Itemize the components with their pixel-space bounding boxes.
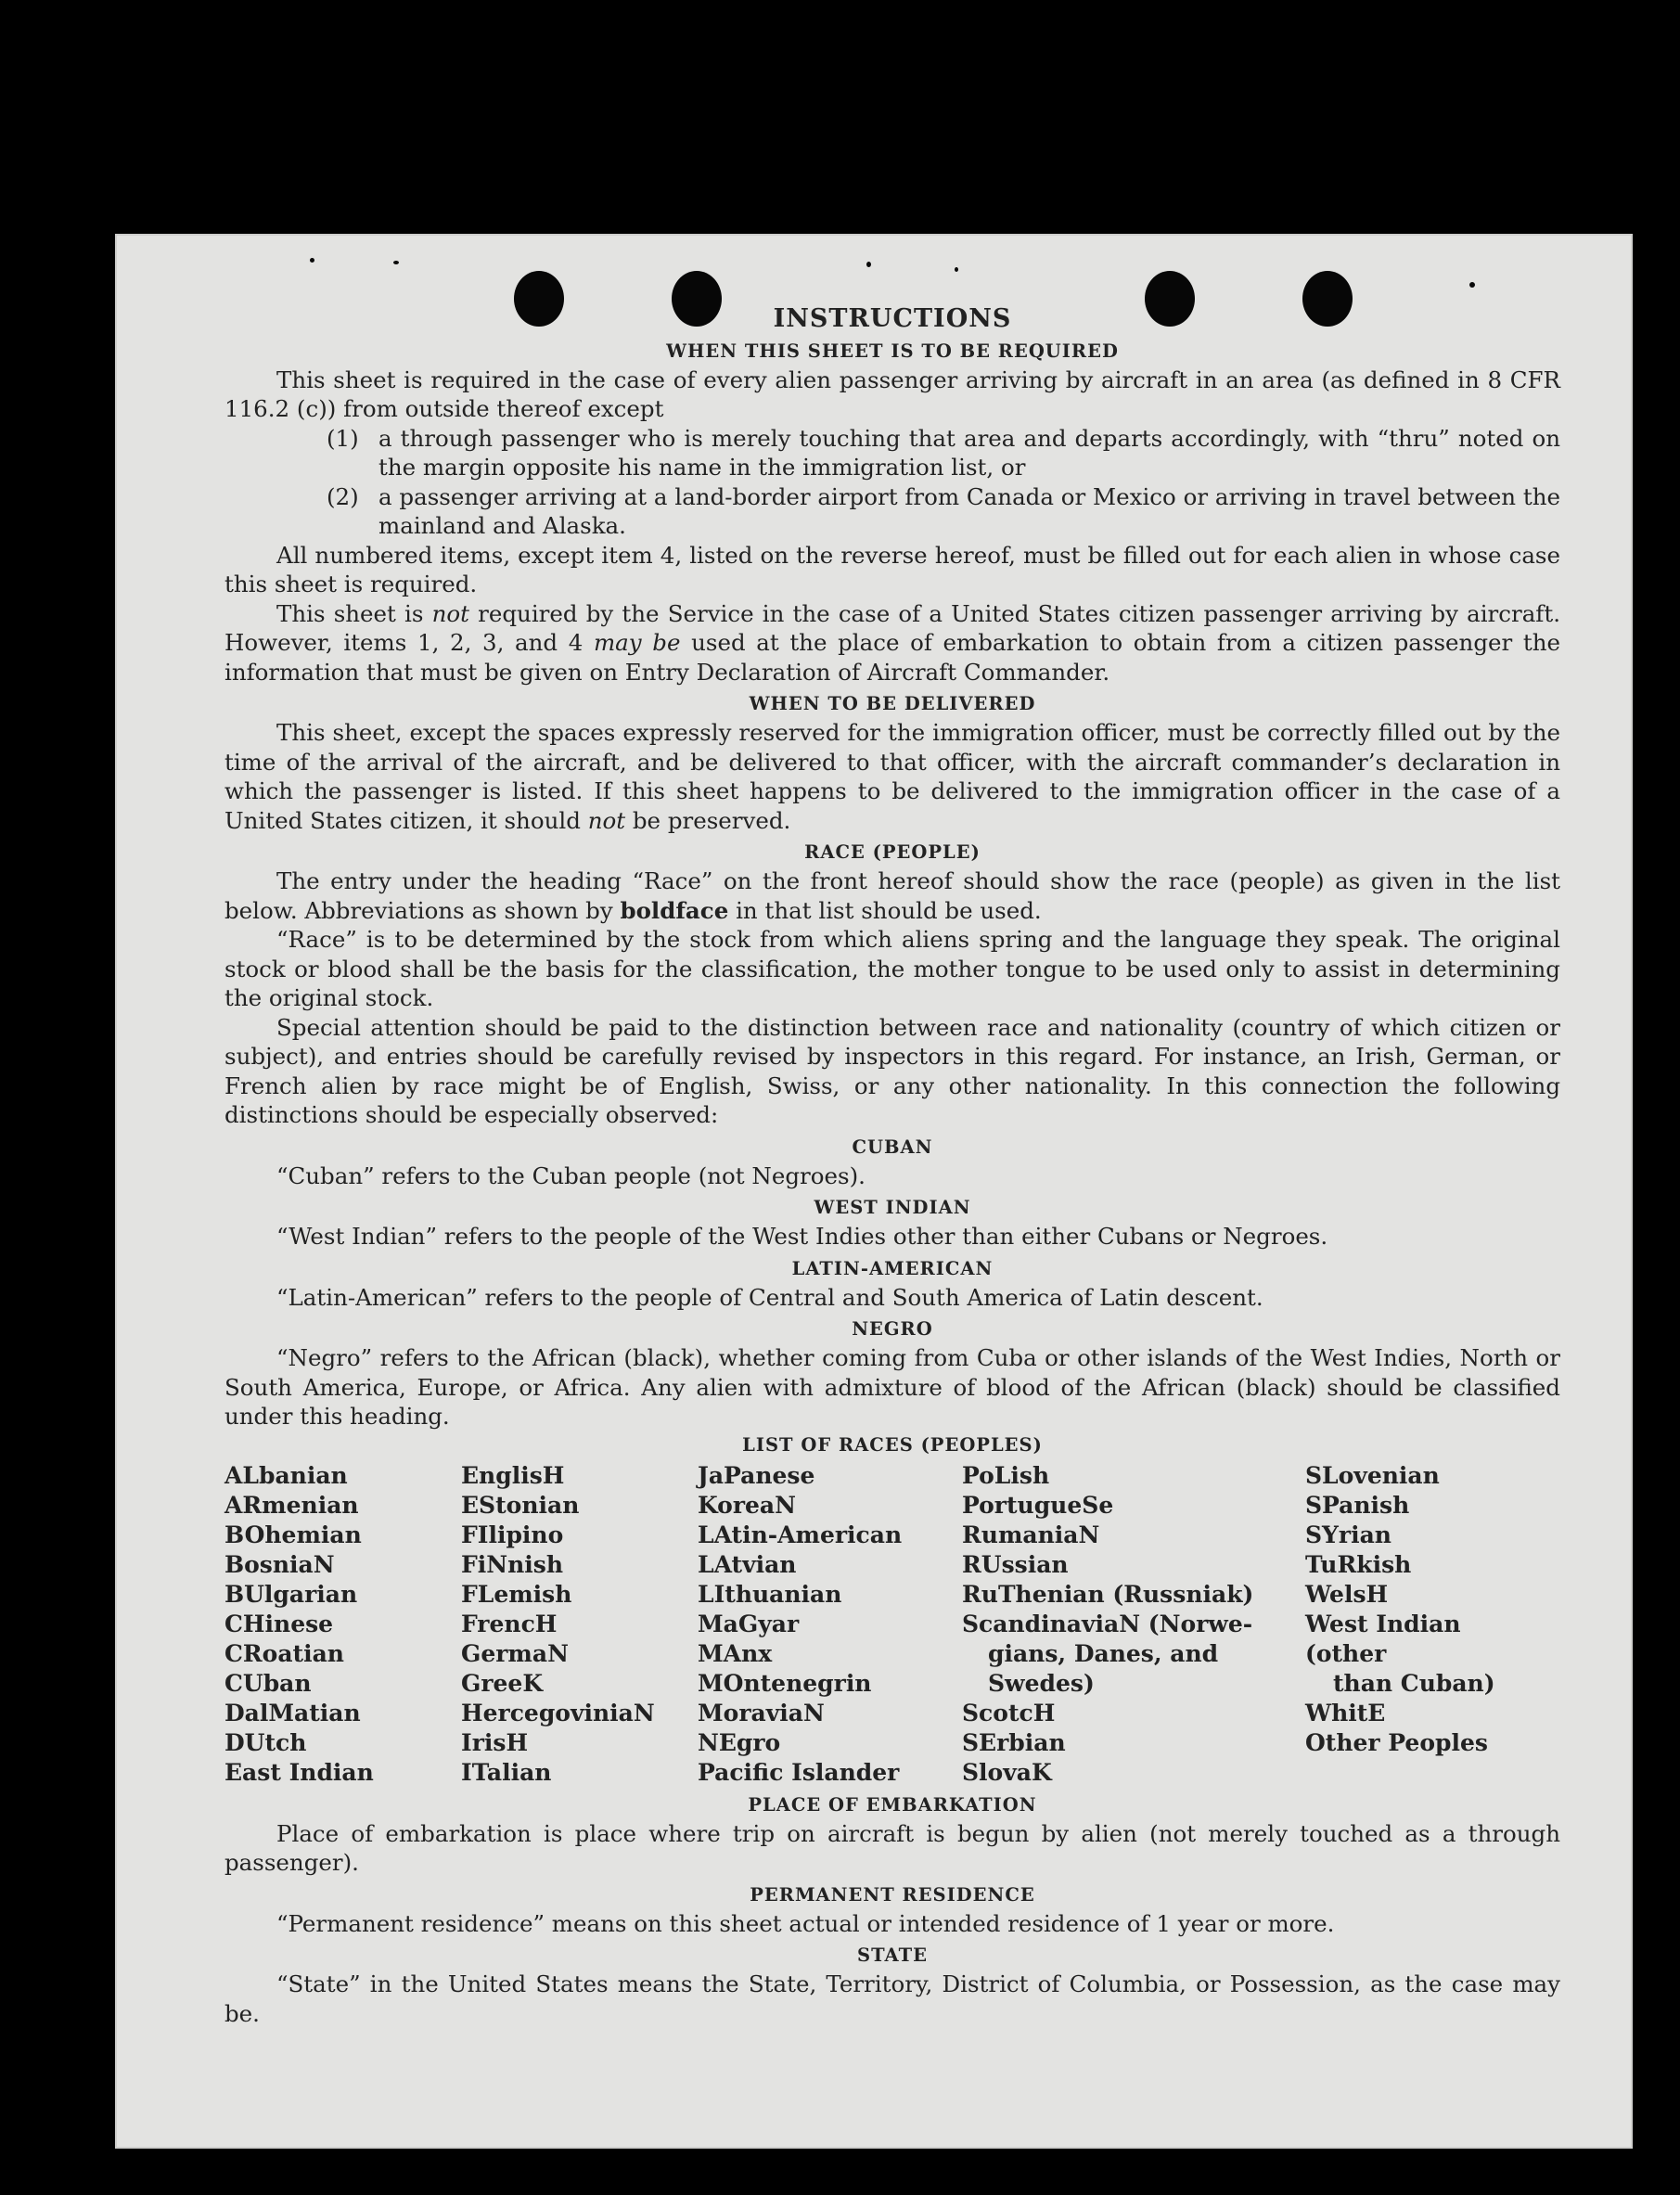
- race-item: CUban: [224, 1669, 312, 1697]
- emphasis: not: [587, 806, 626, 834]
- section-heading: RACE (PEOPLE): [804, 841, 981, 863]
- race-item-line: Swedes): [988, 1669, 1095, 1697]
- race-item: WhitE: [1305, 1699, 1386, 1726]
- section-heading: STATE: [857, 1945, 928, 1966]
- text-span: This sheet, except the spaces expressly reserved for the immigration officer, must be correctly filled out by the time of the arrival of the aircraft, and be delivered to that officer, with the aircraft commander’s declaration in which the passenger is listed. If this sheet happens to be delivered to the immigration officer in the case of a United States citizen, it should: [224, 719, 1560, 834]
- race-item: DalMatian: [224, 1699, 361, 1726]
- text-span: be preserved.: [625, 806, 791, 834]
- paragraph: “Race” is to be determined by the stock from which aliens spring and the language they speak. The original stock or blood shall be the basis for the classification, the mother tongue to be used only to assist in determining the original stock.: [224, 926, 1560, 1011]
- race-column: [461, 1461, 698, 1788]
- document-page: [115, 234, 1633, 2149]
- race-item: DUtch: [224, 1728, 307, 1756]
- race-item: GreeK: [461, 1669, 544, 1697]
- race-item-continued: [962, 1669, 1305, 1699]
- race-item: ALbanian: [224, 1461, 348, 1489]
- item-text: a passenger arriving at a land-border airport from Canada or Mexico or arriving in travel between the mainland and Alaska.: [378, 482, 1560, 539]
- race-item: ARmenian: [224, 1491, 359, 1519]
- text-span: required by the Service in the case of a United States citizen passenger arriving by aircraft. However, items 1, 2, 3, and 4: [224, 599, 1560, 656]
- race-item: MoraviaN: [698, 1699, 825, 1726]
- race-item: LAtin-American: [698, 1521, 903, 1548]
- paragraph: “Latin-American” refers to the people of Central and South America of Latin descent.: [276, 1283, 1263, 1311]
- paragraph: “Permanent residence” means on this sheet actual or intended residence of 1 year or more.: [276, 1909, 1335, 1937]
- race-item: FLemish: [461, 1580, 572, 1608]
- emphasis: may be: [593, 629, 681, 656]
- race-item: BOhemian: [224, 1521, 362, 1548]
- race-item: JaPanese: [698, 1461, 815, 1489]
- item-text: a through passenger who is merely touching that area and departs accordingly, with “thru” noted on the margin opposite his name in the immigration list, or: [378, 424, 1560, 481]
- race-item: CHinese: [224, 1610, 334, 1637]
- paragraph: “Negro” refers to the African (black), whether coming from Cuba or other islands of the West Indies, North or South America, Europe, or Africa. Any alien with admixture of blood of the African (black) should be classified under this heading.: [224, 1344, 1560, 1430]
- document-body: [224, 304, 1560, 2028]
- race-item: Pacific Islander: [698, 1758, 900, 1786]
- race-item: RumaniaN: [962, 1521, 1100, 1548]
- speck: [310, 258, 314, 263]
- race-column: [1305, 1461, 1546, 1788]
- race-item: TuRkish: [1305, 1550, 1412, 1578]
- race-item: RUssian: [962, 1550, 1069, 1578]
- race-item: FiNnish: [461, 1550, 564, 1578]
- paragraph: This sheet is required in the case of every alien passenger arriving by aircraft in an area (as defined in 8 CFR 116.2 (c)) from outside thereof except: [224, 366, 1560, 422]
- race-item: FIlipino: [461, 1521, 564, 1548]
- section-heading: WHEN THIS SHEET IS TO BE REQUIRED: [666, 340, 1119, 362]
- paragraph: All numbered items, except item 4, listed on the reverse hereof, must be filled out for each alien in whose case this sheet is required.: [224, 541, 1560, 597]
- race-column: [962, 1461, 1305, 1788]
- race-item: LIthuanian: [698, 1580, 842, 1608]
- race-item: ScandinaviaN (Norwe-: [962, 1610, 1253, 1637]
- race-item: PoLish: [962, 1461, 1050, 1489]
- race-item: KoreaN: [698, 1491, 796, 1519]
- race-item: MOntenegrin: [698, 1669, 872, 1697]
- race-item: SYrian: [1305, 1521, 1391, 1548]
- race-item: BosniaN: [224, 1550, 335, 1578]
- race-item: EStonian: [461, 1491, 580, 1519]
- numbered-item: [327, 482, 1560, 541]
- race-item: ScotcH: [962, 1699, 1056, 1726]
- race-item: Other Peoples: [1305, 1728, 1488, 1756]
- race-item: SlovaK: [962, 1758, 1052, 1786]
- section-heading: LATIN-AMERICAN: [791, 1257, 994, 1279]
- race-item-continued: [962, 1639, 1305, 1669]
- text-span: in that list should be used.: [728, 896, 1042, 924]
- section-heading: CUBAN: [852, 1136, 933, 1158]
- race-item: MaGyar: [698, 1610, 800, 1637]
- paragraph: “State” in the United States means the State, Territory, District of Columbia, or Possession, as the case may be.: [224, 1970, 1560, 2027]
- section-heading: LIST OF RACES (PEOPLES): [742, 1433, 1043, 1456]
- paragraph: [224, 866, 1560, 925]
- race-item-continued: [1305, 1669, 1546, 1699]
- race-item: RuThenian (Russniak): [962, 1580, 1254, 1608]
- section-heading: PLACE OF EMBARKATION: [748, 1793, 1037, 1816]
- bold-word: boldface: [620, 896, 729, 924]
- race-item: GermaN: [461, 1639, 569, 1667]
- race-column: [224, 1461, 461, 1788]
- paragraph: [224, 599, 1560, 687]
- document-title: INSTRUCTIONS: [773, 304, 1012, 333]
- race-item: PortugueSe: [962, 1491, 1114, 1519]
- race-item: HercegoviniaN: [461, 1699, 655, 1726]
- race-item: West Indian (other: [1305, 1610, 1461, 1667]
- paragraph: “West Indian” refers to the people of the West Indies other than either Cubans or Negroes.: [276, 1223, 1328, 1250]
- race-list: [224, 1461, 1560, 1788]
- paragraph: Place of embarkation is place where trip on aircraft is begun by alien (not merely touched as a through passenger).: [224, 1819, 1560, 1876]
- speck: [955, 267, 958, 272]
- race-item: EnglisH: [461, 1461, 565, 1489]
- section-heading: WEST INDIAN: [814, 1197, 971, 1218]
- race-item: East Indian: [224, 1758, 374, 1786]
- race-item: SErbian: [962, 1728, 1066, 1756]
- race-item: WelsH: [1305, 1580, 1389, 1608]
- race-item-line: gians, Danes, and: [988, 1639, 1219, 1667]
- text-span: The entry under the heading “Race” on the front hereof should show the race (people) as given in the list below. Abbreviations as shown by: [224, 867, 1560, 924]
- race-item-line: than Cuban): [1333, 1669, 1495, 1697]
- numbered-item: [327, 424, 1560, 482]
- section-heading: WHEN TO BE DELIVERED: [749, 693, 1036, 714]
- race-item: SLovenian: [1305, 1461, 1440, 1489]
- race-item: MAnx: [698, 1639, 773, 1667]
- race-item: LAtvian: [698, 1550, 797, 1578]
- text-span: used at the place of embarkation to obtain from a citizen passenger the information that must be given on Entry Declaration of Aircraft Commander.: [224, 629, 1560, 686]
- section-heading: PERMANENT RESIDENCE: [750, 1883, 1035, 1906]
- race-item: BUlgarian: [224, 1580, 358, 1608]
- item-number: (1): [327, 424, 359, 452]
- paragraph: [224, 718, 1560, 835]
- race-item: IrisH: [461, 1728, 529, 1756]
- race-column: [698, 1461, 962, 1788]
- race-item: CRoatian: [224, 1639, 344, 1667]
- race-item: ITalian: [461, 1758, 552, 1786]
- section-heading: NEGRO: [852, 1318, 933, 1340]
- race-item: FrencH: [461, 1610, 558, 1637]
- item-number: (2): [327, 482, 359, 510]
- race-item: NEgro: [698, 1728, 781, 1756]
- paragraph: Special attention should be paid to the distinction between race and nationality (country of which citizen or subject), and entries should be carefully revised by inspectors in this regard. For instance, an Irish, German, or French alien by race might be of English, Swiss, or any other nationality. In this connection the following distinctions should be especially observed:: [224, 1013, 1560, 1128]
- speck: [866, 262, 871, 267]
- text-span: This sheet is: [276, 599, 432, 627]
- emphasis: not: [431, 599, 469, 627]
- paragraph: “Cuban” refers to the Cuban people (not Negroes).: [276, 1162, 866, 1189]
- speck: [393, 261, 399, 264]
- race-item: SPanish: [1305, 1491, 1410, 1519]
- speck: [1469, 282, 1475, 288]
